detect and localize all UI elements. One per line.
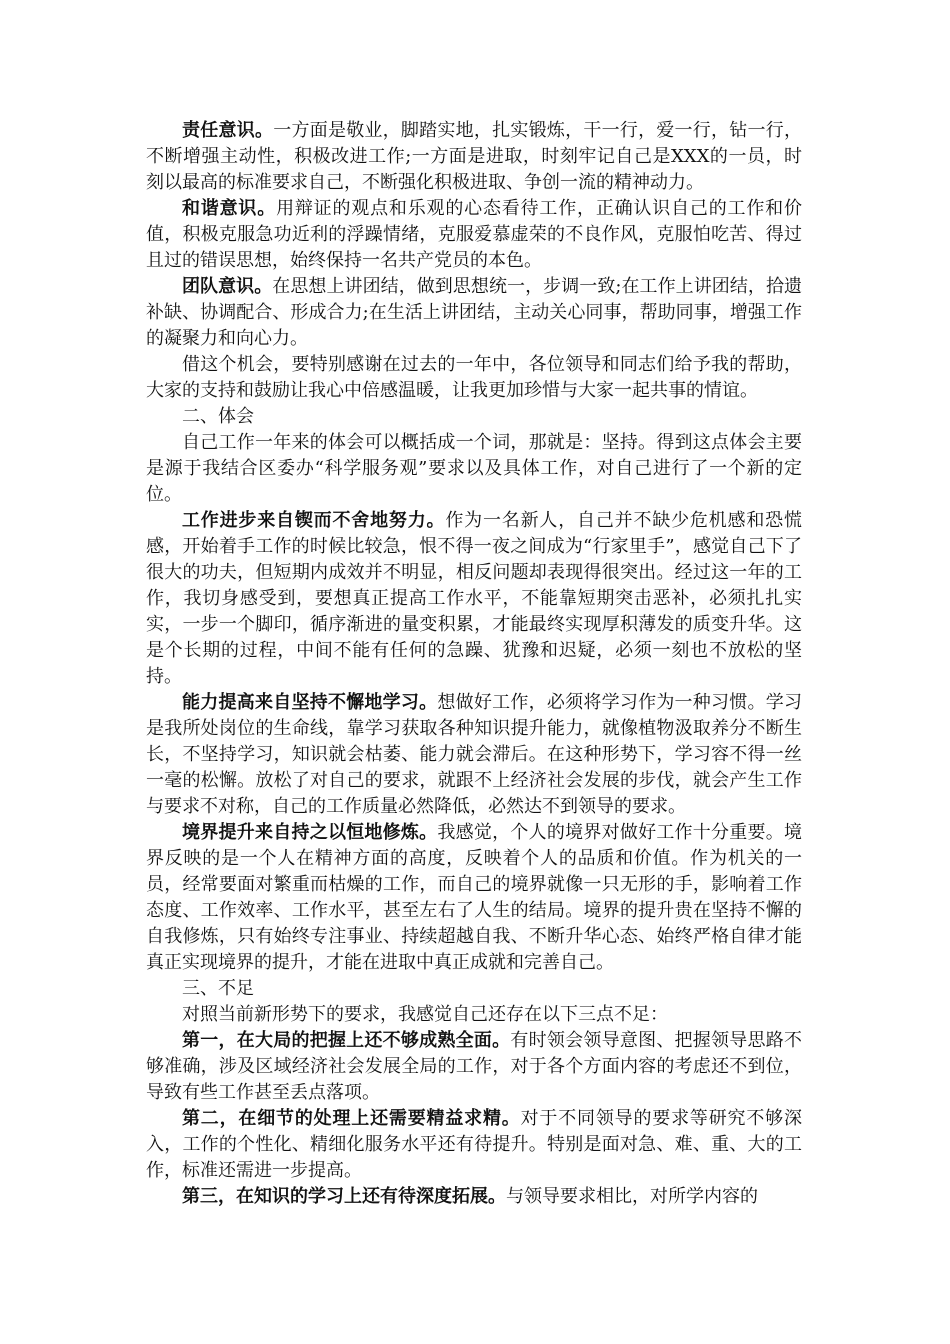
paragraph-experience-intro — [146, 430, 802, 508]
paragraph-lead: 第三，在知识的学习上还有待深度拓展。 — [182, 1186, 506, 1207]
paragraph-third — [146, 1184, 802, 1210]
paragraph-work-progress — [146, 508, 802, 690]
paragraph-lead: 能力提高来自坚持不懈地学习。 — [182, 692, 438, 713]
paragraph-first — [146, 1028, 802, 1106]
paragraph-text: 作为一名新人，自己并不缺少危机感和恐慌感，开始着手工作的时候比较急，恨不得一夜之间成为“行家里手”，感觉自己下了很大的功夫，但短期内成效并不明显，相反问题却表现得很突出。经过这一年的工作，我切身感受到，要想真正提高工作水平，不能靠短期突击恶补，必须扎扎实实，一步一个脚印，循序渐进的量变积累，才能最终实现厚积薄发的质变升华。这是个长期的过程，中间不能有任何的急躁、犹豫和迟疑，必须一刻也不放松的坚持。 — [146, 510, 802, 687]
paragraph-shortcomings-intro — [146, 1002, 802, 1028]
paragraph-lead: 团队意识。 — [182, 276, 273, 297]
section-heading-experience — [146, 404, 802, 430]
paragraph-text: 一方面是敬业，脚踏实地，扎实锻炼，干一行，爱一行，钻一行，不断增强主动性，积极改进工作;一方面是进取，时刻牢记自己是XXX的一员，时刻以最高的标准要求自己，不断强化积极进取、争创一流的精神动力。 — [146, 120, 803, 193]
paragraph-text: 借这个机会，要特别感谢在过去的一年中，各位领导和同志们给予我的帮助，大家的支持和鼓励让我心中倍感温暖，让我更加珍惜与大家一起共事的情谊。 — [146, 354, 802, 401]
heading-text: 三、不足 — [182, 978, 254, 999]
paragraph-responsibility — [146, 118, 802, 196]
paragraph-text: 想做好工作，必须将学习作为一种习惯。学习是我所处岗位的生命线，靠学习获取各种知识提升能力，就像植物汲取养分不断生长，不坚持学习，知识就会枯萎、能力就会滞后。在这种形势下，学习容不得一丝一毫的松懈。放松了对自己的要求，就跟不上经济社会发展的步伐，就会产生工作与要求不对称，自己的工作质量必然降低，必然达不到领导的要求。 — [146, 692, 803, 817]
paragraph-text: 自己工作一年来的体会可以概括成一个词，那就是：坚持。得到这点体会主要是源于我结合区委办“科学服务观”要求以及具体工作，对自己进行了一个新的定位。 — [146, 432, 802, 505]
paragraph-team — [146, 274, 802, 352]
paragraph-text: 对照当前新形势下的要求，我感觉自己还存在以下三点不足： — [182, 1004, 668, 1025]
paragraph-text: 我感觉，个人的境界对做好工作十分重要。境界反映的是一个人在精神方面的高度，反映着个人的品质和价值。作为机关的一员，经常要面对繁重而枯燥的工作，而自己的境界就像一只无形的手，影响着工作态度、工作效率、工作水平，甚至左右了人生的结局。境界的提升贵在坚持不懈的自我修炼，只有始终专注事业、持续超越自我、不断升华心态、始终严格自律才能真正实现境界的提升，才能在进取中真正成就和完善自己。 — [146, 822, 803, 973]
paragraph-thanks — [146, 352, 802, 404]
paragraph-text: 对于不同领导的要求等研究不够深入，工作的个性化、精细化服务水平还有待提升。特别是面对急、难、重、大的工作，标准还需进一步提高。 — [146, 1108, 802, 1181]
paragraph-ability — [146, 690, 802, 820]
paragraph-lead: 工作进步来自锲而不舍地努力。 — [182, 510, 446, 531]
paragraph-lead: 境界提升来自持之以恒地修炼。 — [182, 822, 438, 843]
paragraph-text: 在思想上讲团结，做到思想统一，步调一致;在工作上讲团结，拾遗补缺、协调配合、形成合力;在生活上讲团结，主动关心同事，帮助同事，增强工作的凝聚力和向心力。 — [146, 276, 803, 349]
section-heading-shortcomings — [146, 976, 802, 1002]
paragraph-text: 有时领会领导意图、把握领导思路不够准确，涉及区域经济社会发展全局的工作，对于各个方面内容的考虑还不到位，导致有些工作甚至丢点落项。 — [146, 1030, 803, 1103]
paragraph-lead: 第二，在细节的处理上还需要精益求精。 — [182, 1108, 521, 1129]
paragraph-text: 用辩证的观点和乐观的心态看待工作，正确认识自己的工作和价值，积极克服急功近利的浮躁情绪，克服爱慕虚荣的不良作风，克服怕吃苦、得过且过的错误思想，始终保持一名共产党员的本色。 — [146, 198, 802, 271]
paragraph-harmony — [146, 196, 802, 274]
document-body — [146, 118, 802, 1210]
paragraph-realm — [146, 820, 802, 976]
paragraph-lead: 责任意识。 — [182, 120, 274, 141]
heading-text: 二、体会 — [182, 406, 254, 427]
paragraph-lead: 第一，在大局的把握上还不够成熟全面。 — [182, 1030, 511, 1051]
paragraph-second — [146, 1106, 802, 1184]
paragraph-text: 与领导要求相比，对所学内容的 — [506, 1186, 758, 1207]
paragraph-lead: 和谐意识。 — [182, 198, 277, 219]
